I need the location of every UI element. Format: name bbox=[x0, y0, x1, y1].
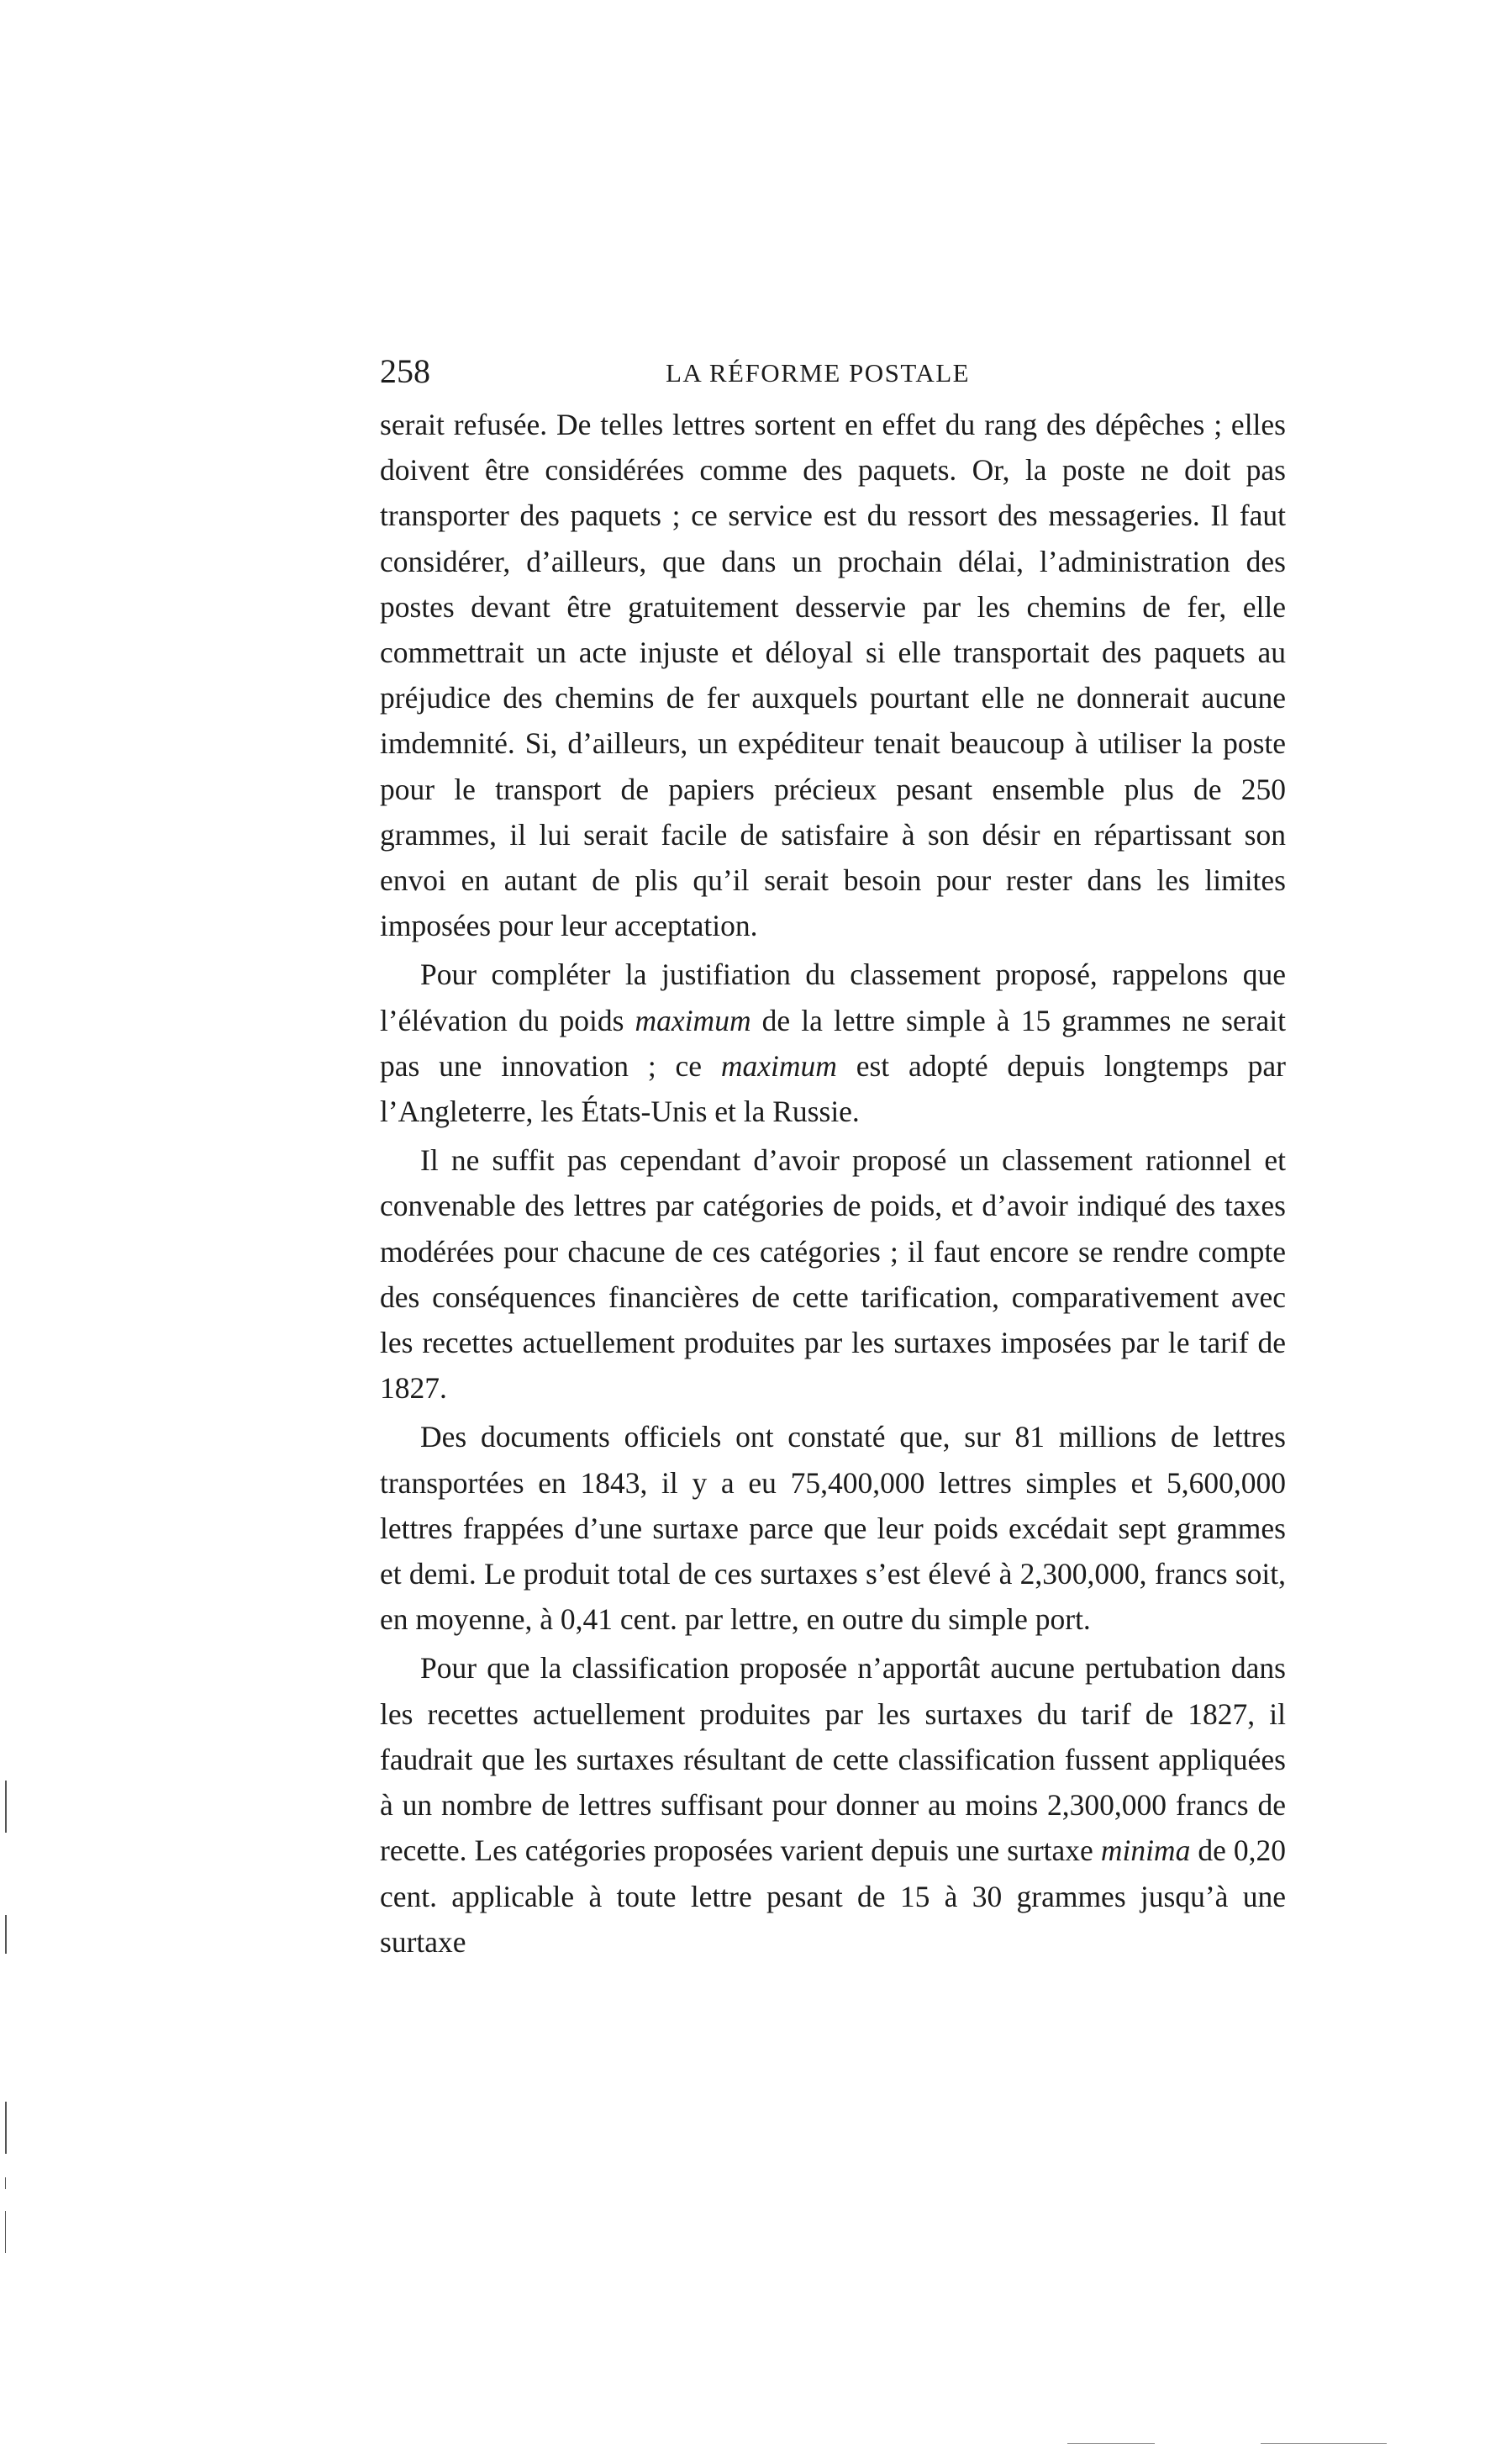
text-run: est adopté depuis longtemps par l’Angleterre, les États-Unis et la Russie. bbox=[380, 1048, 1286, 1129]
text-run: serait refusée. De telles lettres sortent en effet du rang des dépêches ; elles doivent être considérées comme des paquets. Or, la poste ne doit pas transporter des paquets ; ce service est du ressort des messageries. Il faut considérer, d’ailleurs, que dans un prochain délai, l’administration des postes devant être gratuitement desservie par les chemins de fer, elle commettrait un acte injuste et déloyal si elle transportait des paquets au préjudice des chemins de fer auxquels pourtant elle ne donnerait aucune imdemnité. Si, d’ailleurs, un expéditeur tenait beaucoup à utiliser la poste pour le transport de papiers précieux pesant ensemble plus de 250 grammes, il lui serait facile de satisfaire à son désir en répartissant son envoi en autant de plis qu’il serait besoin pour rester dans les limites imposées pour leur acceptation. bbox=[380, 408, 1286, 943]
text-run: Il ne suffit pas cependant d’avoir proposé un classement rationnel et convenable des lettres par catégories de poids, et d’avoir indiqué des taxes modérées pour chacune de ces catégories ; il faut encore se rendre compte des conséquences financières de cette tarification, comparativement avec les recettes actuellement produites par les surtaxes imposées par le tarif de 1827. bbox=[380, 1143, 1286, 1406]
italic-term: minima bbox=[1100, 1833, 1191, 1868]
scan-bottom-rule bbox=[1067, 2443, 1155, 2444]
paragraph bbox=[380, 402, 1286, 948]
text-run: de 0,20 cent. applicable à toute lettre pesant de 15 à 30 grammes jusqu’à une surtaxe bbox=[380, 1833, 1287, 1959]
page-header bbox=[380, 351, 1286, 402]
paragraph bbox=[380, 1137, 1286, 1411]
italic-term: maximum bbox=[720, 1048, 837, 1083]
book-page bbox=[380, 351, 1286, 1965]
scan-margin-mark bbox=[5, 2211, 6, 2253]
scan-margin-mark bbox=[5, 2102, 7, 2154]
text-run: Pour compléter la justifiation du classement proposé, rappelons que l’élévation du poids bbox=[380, 958, 1286, 1037]
scan-margin-mark bbox=[5, 2177, 6, 2189]
text-run: de la lettre simple à 15 grammes ne serait pas une innovation ; ce bbox=[380, 1003, 1286, 1083]
scan-margin-mark bbox=[5, 1915, 7, 1954]
page-number: 258 bbox=[380, 352, 430, 390]
paragraph bbox=[380, 1645, 1286, 1964]
scan-bottom-rule bbox=[1261, 2443, 1387, 2444]
body-text bbox=[380, 402, 1286, 1965]
italic-term: maximum bbox=[635, 1003, 751, 1037]
paragraph bbox=[380, 952, 1286, 1134]
scan-margin-mark bbox=[5, 1781, 7, 1833]
paragraph bbox=[380, 1414, 1286, 1642]
running-title: LA RÉFORME POSTALE bbox=[666, 358, 971, 388]
text-run: Des documents officiels ont constaté que, sur 81 millions de lettres transportées en 1843, il y a eu 75,400,000 lettres simples et 5,600,000 lettres frappées d’une surtaxe parce que leur poids excédait sept grammes et demi. Le produit total de ces surtaxes s’est élevé à 2,300,000, francs soit, en moyenne, à 0,41 cent. par lettre, en outre du simple port. bbox=[380, 1420, 1286, 1637]
text-run: Pour que la classification proposée n’apportât aucune pertubation dans les recettes actuellement produites par les surtaxes du tarif de 1827, il faudrait que les surtaxes résultant de cette classification fussent appliquées à un nombre de lettres suffisant pour donner au moins 2,300,000 francs de recette. Les catégories proposées varient depuis une surtaxe bbox=[380, 1651, 1286, 1868]
